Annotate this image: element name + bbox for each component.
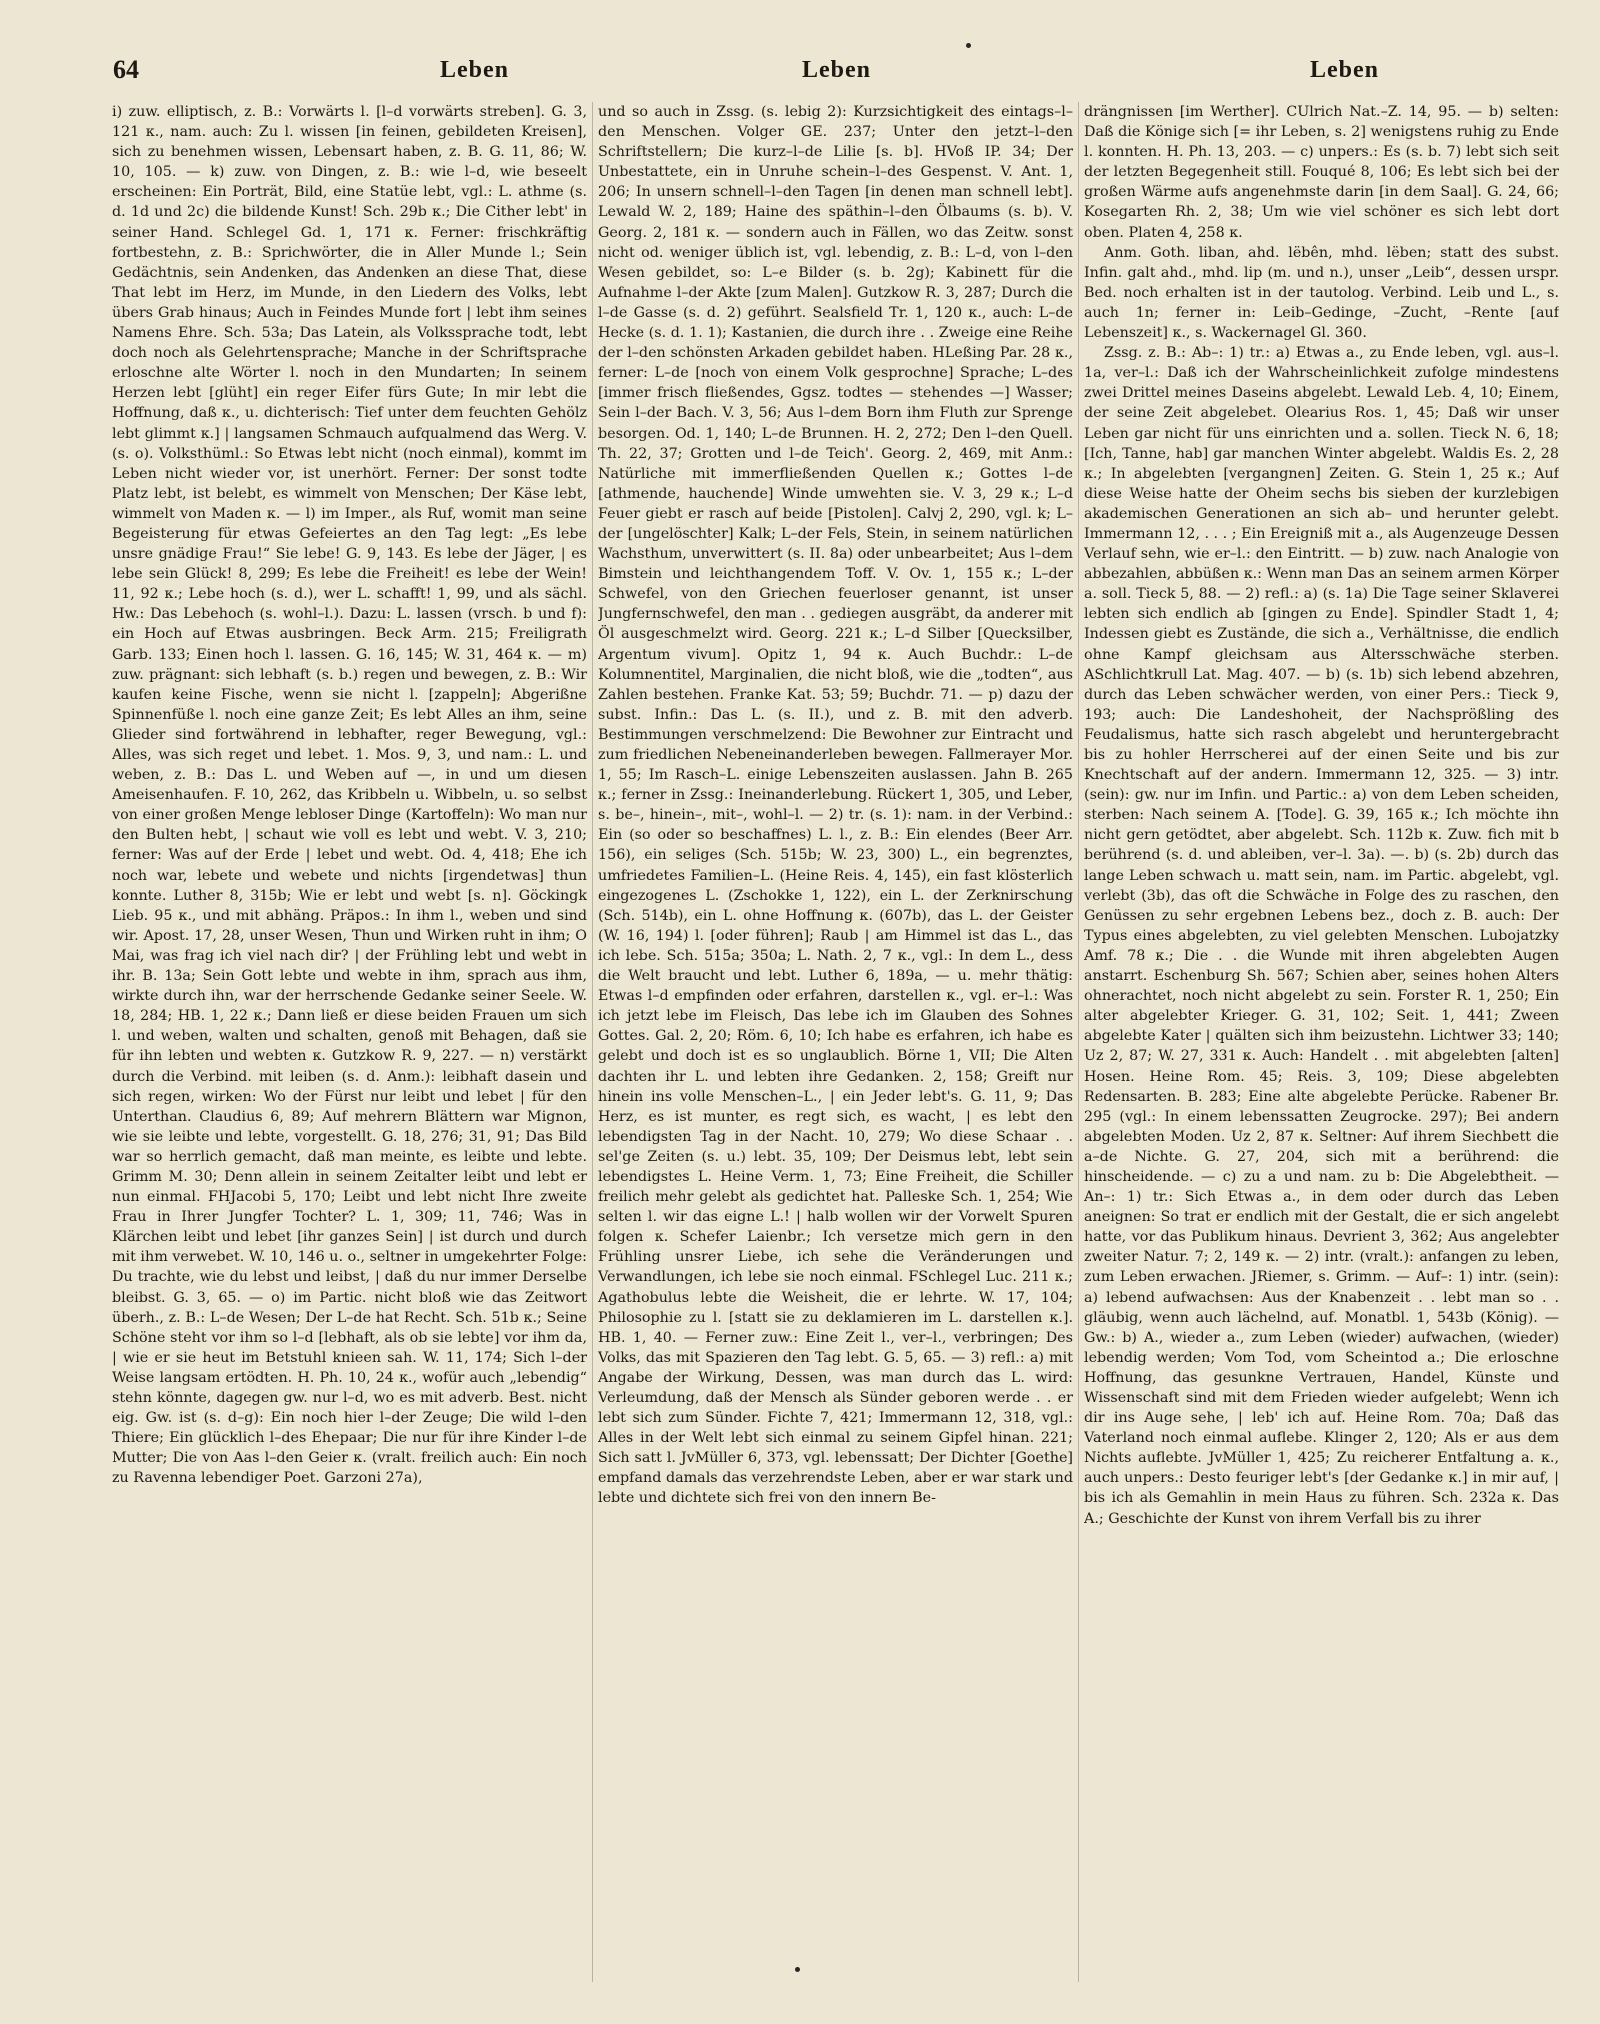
running-head-center: Leben: [802, 57, 872, 83]
running-head-left: Leben: [440, 57, 510, 83]
column-2: [598, 102, 1073, 1982]
etymology-note: Anm. Goth. liban, ahd. lëbên, mhd. lëben; statt des subst. Infin. galt ahd., mhd. lip (m. und n.), unser „Leib“, dessen urspr. Bed. noch erhalten ist in der tautolog. Verbind. Leib und L., s. auch 1n; ferner in: Leib–Gedinge, –Zucht, –Rente [auf Lebenszeit] κ., s. Wackernagel Gl. 360.: [1084, 244, 1559, 342]
compounds-paragraph: Zssg. z. B.: Ab–: 1) tr.: a) Etwas a., zu Ende leben, vgl. aus–l. 1a, ver–l.: Daß ich der Wahrscheinlichkeit zufolge mindestens zwei Drittel meines Daseins abgelebt. Lewald Leb. 4, 10; Einem, der seine Zeit abgelebet. Olearius Ros. 1, 45; Daß wir unser Leben gar nicht für uns einrichten und a. sollen. Tieck N. 6, 18; [Ich, Tanne, hab] gar manchen Winter abgelebt. Waldis Es. 2, 28 κ.; In abgelebten [vergangnen] Zeiten. G. Stein 1, 25 κ.; Auf diese Weise hatte der Oheim sechs bis sieben der kurzlebigen akademischen Generationen an sich ab– und herunter gelebt. Immermann 12, . . . ; Ein Ereigniß mit a., als Augenzeuge Dessen Verlauf sehn, wie er–l.: den Eintritt. — b) zuw. nach Analogie von abbezahlen, abbüßen κ.: Wenn man Das an seinem armen Körper a. soll. Tieck 5, 88. — 2) refl.: a) (s. 1a) Die Tage seiner Sklaverei lebten sich endlich ab [gingen zu Ende]. Spindler Stadt 1, 4; Indessen giebt es Zustände, die sich a., Verhältnisse, die endlich ohne Kampf gleichsam aus Altersschwäche sterben. ASchlichtkrull Lat. Mag. 407. — b) (s. 1b) sich lebend abzehren, durch das Leben schwächer werden, von einer Pers.: Tieck 9, 193; auch: Die Landeshoheit, der Nachsprößling des Feudalismus, hatte sich rasch abgelebt und heruntergebracht bis zu hohler Herrscherei auf der einen Seite und bis zur Knechtschaft auf der andern. Immermann 12, 325. — 3) intr. (sein): gw. nur im Infin. und Partic.: a) von dem Leben scheiden, sterben: Nach seinem A. [Tode]. G. 39, 165 κ.; Ich möchte ihn nicht gern getödtet, aber abgelebt. Sch. 112b κ. Zuw. fich mit b berührend (s. d. und ableiben, ver–l. 3a). —. b) (s. 2b) durch das lange Leben schwach u. matt sein, nam. im Partic. abgelebt, vgl. verlebt (3b), das oft die Schwäche in Folge des zu raschen, den Genüssen zu sehr ergebnen Lebens bez., doch z. B. auch: Der Typus eines abgelebten, zu viel gelebten Menschen. Lubojatzky Amf. 78 κ.; Die . . die Wunde mit ihren abgelebten Augen anstarrt. Eschenburg Sh. 567; Schien aber, seines hohen Alters ohnerachtet, noch nicht abgelebt zu sein. Forster R. 1, 250; Ein alter abgelebter Krieger. G. 31, 102; Seit. 1, 441; Zween abgelebte Kater | quälten sich ihm beizustehn. Lichtwer 33; 140; Uz 2, 87; W. 27, 331 κ. Auch: Handelt . . mit abgelebten [alten] Hosen. Heine Rom. 45; Reis. 3, 109; Diese abgelebten Redensarten. B. 283; Eine alte abgelebte Perücke. Rabener Br. 295 (vgl.: In einem lebenssatten Zeugrocke. 297); Bei andern abgelebten Moden. Uz 2, 87 κ. Seltner: Auf ihrem Siechbett die a–de Nichte. G. 27, 204, sich mit a berührend: die hinscheidende. — c) zu a und nam. zu b: Die Abgelebtheit. — An–: 1) tr.: Sich Etwas a., in dem oder durch das Leben aneignen: So trat er endlich mit der Gestalt, die er sich angelebt hatte, vor das Publikum hinaus. Devrient 3, 362; Aus angelebter zweiter Natur. 7; 2, 149 κ. — 2) intr. (vralt.): anfangen zu leben, zum Leben erwachen. JRiemer, s. Grimm. — Auf–: 1) intr. (sein): a) lebend aufwachsen: Aus der Knabenzeit . . lebt man so . . gläubig, wenn auch lächelnd, auf. Monatbl. 1, 543b (König). — Gw.: b) A., wieder a., zum Leben (wieder) aufwachen, (wieder) lebendig werden; Vom Tod, vom Scheintod a.; Die erloschne Hoffnung, das gesunkne Vertrauen, Handel, Künste und Wissenschaft sind mit dem Frieden wieder aufgelebt; Wenn ich dir ins Auge sehe, | leb' ich auf. Heine Rom. 70a; Daß das Vaterland noch einmal auflebe. Klinger 2, 120; Als er aus dem Nichts auflebte. JvMüller 1, 425; Zu reicherer Entfaltung a. κ., auch unpers.: Desto feuriger lebt's [der Gedanke κ.] in mir auf, | bis ich als Gemahlin in mein Haus zu führen. Sch. 232a κ. Das A.; Geschichte der Kunst von ihrem Verfall bis zu ihrer: [1084, 345, 1559, 1527]
page-number: 64: [113, 55, 139, 84]
text-columns: [112, 102, 1560, 1982]
column-1: [112, 102, 587, 1982]
entry-paragraph: i) zuw. elliptisch, z. B.: Vorwärts l. [l–d vorwärts streben]. G. 3, 121 κ., nam. auch: Zu l. wissen [in feinen, gebildeten Kreisen], sich zu benehmen wissen, Lebensart haben, z. B. G. 11, 86; W. 10, 105. — k) zuw. von Dingen, z. B.: wie l–d, wie beseelt erscheinen: Ein Porträt, Bild, eine Statüe lebt, vgl.: L. athme (s. d. 1d und 2c) die bildende Kunst! Sch. 29b κ.; Die Cither lebt' in seiner Hand. Schlegel Gd. 1, 171 κ. Ferner: frischkräftig fortbestehn, z. B.: Sprichwörter, die in Aller Munde l.; Sein Gedächtnis, sein Andenken, das Andenken an diese That, diese That lebt im Herz, im Munde, in den Liedern des Volks, lebt übers Grab hinaus; Auch in Feindes Munde fort | lebt ihm seines Namens Ehre. Sch. 53a; Das Latein, als Volkssprache todt, lebt doch noch als Gelehrtensprache; Manche in der Schriftsprache erloschne alte Wörter l. noch in den Mundarten; In seinem Herzen lebt [glüht] ein reger Eifer fürs Gute; In mir lebt die Hoffnung, daß κ., u. dichterisch: Tief unter dem feuchten Gehölz lebt glimmt κ.] | langsamen Schmauch aufqualmend das Werg. V. (s. o). Volksthüml.: So Etwas lebt nicht (noch einmal), kommt im Leben nicht wieder vor, ist unerhört. Ferner: Der sonst todte Platz lebt, ist belebt, es wimmelt von Menschen; Der Käse lebt, wimmelt von Maden κ. — l) im Imper., als Ruf, womit man seine Begeisterung für etwas Gefeiertes an den Tag legt: „Es lebe unsre gnädige Frau!“ Sie lebe! G. 9, 143. Es lebe der Jäger, | es lebe sein Glück! 8, 299; Es lebe die Freiheit! es lebe der Wein! 11, 92 κ.; Lebe hoch (s. d.), wer L. schafft! 1, 99, und als sächl. Hw.: Das Lebehoch (s. wohl–l.). Dazu: L. lassen (vrsch. b und f): ein Hoch auf Etwas ausbringen. Beck Arm. 215; Freiligrath Garb. 133; Einen hoch l. lassen. G. 16, 145; W. 31, 464 κ. — m) zuw. prägnant: sich lebhaft (s. b.) regen und bewegen, z. B.: Wir kaufen keine Fische, wenn sie nicht l. [zappeln]; Abgerißne Spinnenfüße l. noch eine ganze Zeit; Es lebt Alles an ihm, seine Glieder sind fortwährend in lebhafter, reger Bewegung, vgl.: Alles, was sich reget und lebet. 1. Mos. 9, 3, und nam.: L. und weben, z. B.: Das L. und Weben auf —, in und um diesen Ameisenhaufen. F. 10, 262, das Kribbeln u. Wibbeln, u. so selbst von einer großen Menge lebloser Dinge (Kartoffeln): Wo man nur den Bulten hebt, | schaut wie voll es lebt und webt. V. 3, 210; ferner: Was auf der Erde | lebet und webt. Od. 4, 418; Ehe ich noch war, lebete und webete und nichts [irgendetwas] thun konnte. Luther 8, 315b; Wie er lebt und webt [s. n]. Göckingk Lieb. 95 κ., und mit abhäng. Präpos.: In ihm l., weben und sind wir. Apost. 17, 28, unser Wesen, Thun und Wirken ruht in ihm; O Mai, was frag ich viel nach dir? | der Frühling lebt und webt in ihr. B. 13a; Sein Gott lebte und webte in ihm, sprach aus ihm, wirkte durch ihn, war der herrschende Gedanke seiner Seele. W. 18, 284; HB. 1, 22 κ.; Dann ließ er diese beiden Frauen um sich l. und weben, walten und schalten, genoß mit Behagen, daß sie für ihn lebten und webten κ. Gutzkow R. 9, 227. — n) verstärkt durch die Verbind. mit leiben (s. d. Anm.): leibhaft dasein und sich regen, wirken: Wo der Fürst nur leibt und lebet | für den Unterthan. Claudius 6, 89; Auf mehrern Blättern war Mignon, wie sie leibte und lebte, vorgestellt. G. 18, 276; 31, 91; Das Bild war so herrlich gemacht, daß man meinte, es leibte und lebte. Grimm M. 30; Denn allein in seinem Zeitalter leibt und lebt er nun einmal. FHJacobi 5, 170; Leibt und lebt nicht Ihre zweite Frau in Ihrer Jungfer Tochter? L. 1, 309; 11, 746; Was in Klärchen leibt und lebet [ihr ganzes Sein] | ist durch und durch mit ihm verwebet. W. 10, 146 u. o., seltner in umgekehrter Folge: Du trachte, wie du lebst und leibst, | daß du nur immer Derselbe bleibst. G. 3, 65. — o) im Partic. nicht bloß wie das Zeitwort überh., z. B.: L–de Wesen; Der L–de hat Recht. Sch. 51b κ.; Seine Schöne steht vor ihm so l–d [lebhaft, als ob sie lebte] vor ihm da, | wie er sie heut im Betstuhl knieen sah. W. 11, 174; Sich l–der Weise langsam ertödten. H. Ph. 10, 24 κ., wofür auch „lebendig“ stehn könnte, dagegen gw. nur l–d, wo es mit adverb. Best. nicht eig. Gw. ist (s. d–g): Ein noch hier l–der Zeuge; Die wild l–den Thiere; Ein glücklich l–des Ehepaar; Die nur für ihre Kinder l–de Mutter; Die von Aas l–den Geier κ. (vralt. freilich auch: Ein noch zu Ravenna lebendiger Poet. Garzoni 27a),: [112, 104, 587, 1487]
entry-paragraph: drängnissen [im Werther]. CUlrich Nat.–Z. 14, 95. — b) selten: Daß die Könige sich [= ihr Leben, s. 2] wenigstens ruhig zu Ende l. konnten. H. Ph. 13, 203. — c) unpers.: Es (s. b. 7) lebt sich seit der letzten Begegenheit still. Fouqué 8, 106; Es lebt sich bei der großen Wärme aufs angenehmste darin [in dem Saal]. G. 24, 66; Kosegarten Rh. 2, 38; Um wie viel schöner es sich lebt dort oben. Platen 4, 258 κ.: [1084, 104, 1559, 241]
entry-paragraph: und so auch in Zssg. (s. lebig 2): Kurzsichtigkeit des eintags–l–den Menschen. Volger GE. 237; Unter den jetzt–l–den Schriftstellern; Die kurz–l–de Lilie [s. b]. HVoß IP. 34; Der Unbestattete, ein in Unruhe schein–l–des Gespenst. V. Ant. 1, 206; In unsern schnell–l–den Tagen [in denen man schnell lebt]. Lewald W. 2, 189; Haine des späthin–l–den Ölbaums (s. b). V. Georg. 2, 181 κ. — sondern auch in Fällen, wo das Zeitw. sonst nicht od. weniger üblich ist, vgl. lebendig, z. B.: L–d, von l–den Wesen gebildet, so: L–e Bilder (s. b. 2g); Kabinett für die Aufnahme l–der Akte [zum Malen]. Gutzkow R. 3, 287; Durch die l–de Gasse (s. d. 2) geführt. Sealsfield Tr. 1, 120 κ., auch: L–de Hecke (s. d. 1. 1); Kastanien, die durch ihre . . Zweige eine Reihe der l–den schönsten Arkaden gebildet haben. HLeßing Par. 28 κ., ferner: L–de [noch von einem Volk gesprochne] Sprache; L–des [immer frisch fließendes, Ggsz. todtes — stehendes —] Wasser; Sein l–der Bach. V. 3, 56; Aus l–dem Born ihm Fluth zur Sprenge besorgen. Od. 1, 140; L–de Brunnen. H. 2, 272; Den l–den Quell. Th. 22, 37; Grotten und l–de Teich'. Georg. 2, 469, mit Anm.: Natürliche mit immerfließenden Quellen κ.; Gottes l–de [athmende, hauchende] Winde umwehten sie. V. 3, 29 κ.; L–d Feuer giebt er rasch auf beide [Pistolen]. Calvj 2, 290, vgl. k; L–der [ungelöschter] Kalk; L–der Fels, Stein, in seinem natürlichen Wachsthum, unverwittert (s. II. 8a) oder unbearbeitet; Aus l–dem Bimstein und leichthangendem Toff. V. Ov. 1, 155 κ.; L–der Schwefel, von den Griechen feuerloser genannt, ist unser Jungfernschwefel, den man . . gediegen ausgräbt, da anderer mit Öl ausgeschmelzt wird. Georg. 221 κ.; L–d Silber [Quecksilber, Argentum vivum]. Opitz 1, 94 κ. Auch Buchdr.: L–de Kolumnentitel, Marginalien, die nicht bloß, wie die „todten“, aus Zahlen bestehen. Franke Kat. 53; 59; Buchdr. 71. — p) dazu der subst. Infin.: Das L. (s. II.), und z. B. mit den adverb. Bestimmungen verschmelzend: Die Bewohner zur Eintracht und zum friedlichen Nebeneinanderleben bewegen. Fallmerayer Mor. 1, 55; Im Rasch–L. einige Lebenszeiten auslassen. Jahn B. 265 κ.; ferner in Zssg.: Ineinanderlebung. Rückert 1, 305, und Leber, s. be–, hinein–, mit–, wohl–l. — 2) tr. (s. 1): nam. in der Verbind.: Ein (so oder so beschaffnes) L. l., z. B.: Ein elendes (Beer Arr. 156), ein seliges (Sch. 515b; W. 23, 300) L., ein begrenztes, umfriedetes Familien–L. (Heine Reis. 4, 145), ein fast klösterlich eingezogenes L. (Zschokke 1, 122), ein L. der Zerknirschung (Sch. 514b), ein L. ohne Hoffnung κ. (607b), das L. der Geister (W. 16, 194) l. [oder führen]; Raub | am Himmel ist das L., das ich lebe. Sch. 515a; 350a; L. Nath. 2, 7 κ., vgl.: In dem L., dess die Welt braucht und lebt. Luther 6, 189a, — u. mehr thätig: Etwas l–d empfinden oder erfahren, darstellen κ., vgl. er–l.: Was ich jetzt lebe im Fleisch, Das lebe ich im Glauben des Sohnes Gottes. Gal. 2, 20; Röm. 6, 10; Ich habe es erfahren, ich habe es gelebt und doch ist es so unglaublich. Börne 1, VII; Die Alten dachten ihr L. und lebten ihre Gedanken. 2, 158; Greift nur hinein ins volle Menschen–L., | ein Jeder lebt's. G. 11, 9; Das Herz, es ist munter, es regt sich, es wacht, | es lebt den lebendigsten Tag in der Nacht. 10, 279; Wo diese Schaar . . sel'ge Zeiten (s. u.) lebt. 35, 109; Der Deismus lebt, lebt sein lebendigstes L. Heine Verm. 1, 73; Eine Freiheit, die Schiller freilich mehr gelebt als gedichtet hat. Palleske Sch. 1, 254; Wie selten l. wir das eigne L.! | halb wollen wir der Vorwelt Spuren folgen κ. Schefer Laienbr.; Ich versetze mich gern in den Frühling unsrer Liebe, ich sehe die Veränderungen und Verwandlungen, ich lebe sie noch einmal. FSchlegel Luc. 211 κ.; Agathobulus lebte die Weisheit, die er lehrte. W. 17, 104; Philosophie zu l. [statt sie zu deklamieren im L. darstellen κ.]. HB. 1, 40. — Ferner zuw.: Eine Zeit l., ver–l., verbringen; Des Volks, das mit Spazieren den Tag lebt. G. 5, 65. — 3) refl.: a) mit Angabe der Wirkung, Dessen, was man durch das L. wird: Verleumdung, daß der Mensch als Sünder geboren werde . . er lebt sich zum Sünder. Fichte 7, 421; Immermann 12, 318, vgl.: Alles in der Welt lebt sich einmal zu seinem Gipfel hinan. 221; Sich satt l. JvMüller 6, 373, vgl. lebenssatt; Der Dichter [Goethe] empfand damals das verzehrendste Leben, aber er war stark und lebte und dichtete sich frei von den innern Be-: [598, 104, 1073, 1507]
running-head-right: Leben: [1310, 57, 1380, 83]
column-3: [1084, 102, 1559, 1982]
print-mark: [966, 43, 971, 48]
